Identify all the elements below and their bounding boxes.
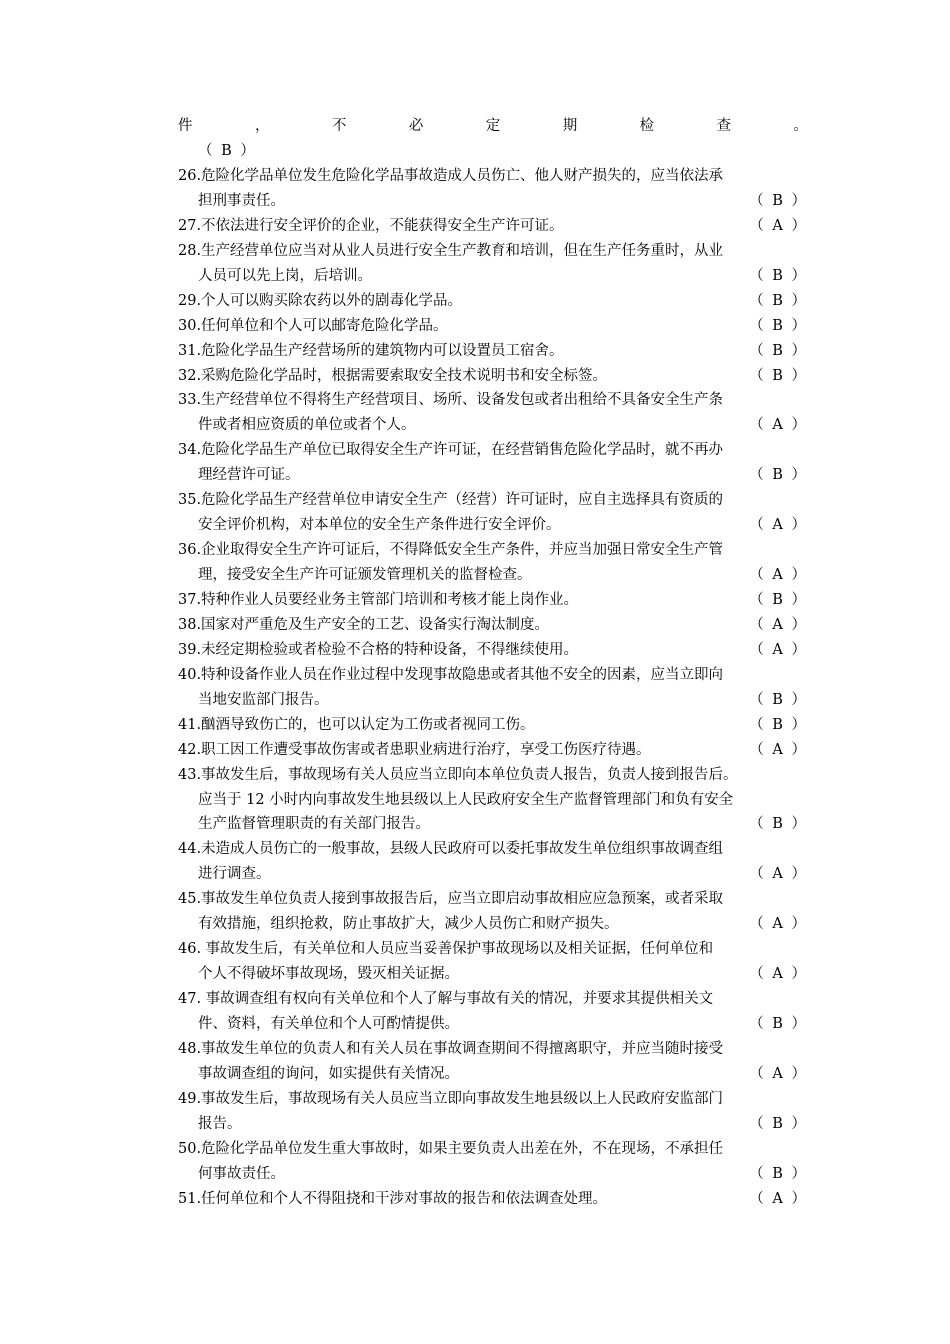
question-text: 43.事故发生后，事故现场有关人员应当立即向本单位负责人报告，负责人接到报告后。 xyxy=(178,766,738,783)
answer-mark: （ B ） xyxy=(749,716,808,733)
question-line xyxy=(178,588,808,613)
question-line xyxy=(178,738,808,763)
question-line xyxy=(178,314,808,339)
question-text: 28.生产经营单位应当对从业人员进行安全生产教育和培训，但在生产任务重时，从业 xyxy=(178,242,724,259)
question-continuation-line xyxy=(198,962,808,987)
question-line xyxy=(178,837,808,862)
question-text: 31.危险化学品生产经营场所的建筑物内可以设置员工宿舍。 xyxy=(178,342,564,359)
question-text: 37.特种作业人员要经业务主管部门培训和考核才能上岗作业。 xyxy=(178,591,579,608)
question-line xyxy=(178,663,808,688)
question-line xyxy=(178,488,808,513)
question-text: 担刑事责任。 xyxy=(198,192,285,209)
question-continuation-line xyxy=(198,264,808,289)
question-line xyxy=(178,388,808,413)
answer-mark: （ B ） xyxy=(749,192,808,209)
question-text: 何事故责任。 xyxy=(198,1165,285,1182)
answer-mark: （ A ） xyxy=(749,517,808,534)
question-continuation-line xyxy=(198,1062,808,1087)
question-text: 26.危险化学品单位发生危险化学品事故造成人员伤亡、他人财产损失的，应当依法承 xyxy=(178,168,724,184)
question-text: 有效措施，组织抢救，防止事故扩大，减少人员伤亡和财产损失。 xyxy=(198,916,619,933)
question-text: 件、资料，有关单位和个人可酌情提供。 xyxy=(198,1015,459,1032)
question-continuation-line xyxy=(198,563,808,588)
question-text: 51.任何单位和个人不得阻挠和干涉对事故的报告和依法调查处理。 xyxy=(178,1190,608,1207)
carry-char: 必 xyxy=(408,118,424,134)
question-text: 理经营许可证。 xyxy=(198,467,300,484)
question-text: 安全评价机构，对本单位的安全生产条件进行安全评价。 xyxy=(198,517,561,534)
answer-mark: （ B ） xyxy=(749,816,808,833)
answer-mark: （ A ） xyxy=(749,417,808,434)
answer-mark: （ B ） xyxy=(749,467,808,484)
answer-mark: （ A ） xyxy=(749,616,808,633)
answer-mark: （ A ） xyxy=(749,741,808,758)
question-text: 32.采购危险化学品时，根据需要索取安全技术说明书和安全标签。 xyxy=(178,367,608,384)
question-line xyxy=(178,1137,808,1162)
question-line xyxy=(178,339,808,364)
carry-char: ， xyxy=(254,118,270,134)
carry-char: 件 xyxy=(178,118,193,134)
question-text: 38.国家对严重危及生产安全的工艺、设备实行淘汰制度。 xyxy=(178,616,550,633)
question-text: 人员可以先上岗，后培训。 xyxy=(198,267,372,284)
answer-mark: （ B ） xyxy=(749,691,808,708)
question-continuation-line xyxy=(198,463,808,488)
question-line xyxy=(178,713,808,738)
answer-mark: （ A ） xyxy=(749,866,808,883)
question-text: 49.事故发生后，事故现场有关人员应当立即向事故发生地县级以上人民政府安监部门 xyxy=(178,1090,724,1107)
answer-mark: （ A ） xyxy=(749,916,808,933)
answer-mark: （ A ） xyxy=(749,1065,808,1082)
question-text: 33.生产经营单位不得将生产经营项目、场所、设备发包或者出租给不具备安全生产条 xyxy=(178,392,724,409)
question-text: 个人不得破坏事故现场，毁灭相关证据。 xyxy=(198,966,459,983)
question-text: 44.未造成人员伤亡的一般事故，县级人民政府可以委托事故发生单位组织事故调查组 xyxy=(178,841,724,858)
answer-mark: （ A ） xyxy=(749,966,808,983)
answer-mark: （ A ） xyxy=(749,217,808,234)
question-line xyxy=(178,538,808,563)
question-continuation-line xyxy=(198,1162,808,1187)
answer-mark: （ B ） xyxy=(749,317,808,334)
question-text: 40.特种设备作业人员在作业过程中发现事故隐患或者其他不安全的因素，应当立即向 xyxy=(178,666,724,683)
answer-mark: （ B ） xyxy=(198,143,257,159)
carry-char: 。 xyxy=(793,118,808,134)
question-text: 42.职工因工作遭受事故伤害或者患职业病进行治疗，享受工伤医疗待遇。 xyxy=(178,741,651,758)
question-text: 当地安监部门报告。 xyxy=(198,691,329,708)
question-line xyxy=(178,1037,808,1062)
carry-over-answer-line xyxy=(198,139,808,164)
question-text: 29.个人可以购买除农药以外的剧毒化学品。 xyxy=(178,292,463,309)
carry-char: 查 xyxy=(716,118,732,134)
question-continuation-line xyxy=(198,688,808,713)
question-continuation-line xyxy=(198,912,808,937)
question-line xyxy=(178,1187,808,1212)
question-text: 进行调查。 xyxy=(198,866,271,883)
carry-char: 定 xyxy=(485,118,501,134)
question-text: 应当于 12 小时内向事故发生地县级以上人民政府安全生产监督管理部门和负有安全 xyxy=(198,791,734,808)
question-text: 46. 事故发生后，有关单位和人员应当妥善保护事故现场以及相关证据，任何单位和 xyxy=(178,941,714,958)
question-text: 35.危险化学品生产经营单位申请安全生产（经营）许可证时，应自主选择具有资质的 xyxy=(178,492,724,509)
question-text: 47. 事故调查组有权向有关单位和个人了解与事故有关的情况，并要求其提供相关文 xyxy=(178,991,714,1008)
answer-mark: （ B ） xyxy=(749,292,808,309)
question-continuation-line xyxy=(198,189,808,214)
question-line xyxy=(178,1087,808,1112)
question-continuation-line xyxy=(198,1112,808,1137)
question-continuation-line xyxy=(198,413,808,438)
question-line xyxy=(178,438,808,463)
carry-char: 不 xyxy=(331,118,347,134)
question-line xyxy=(178,239,808,264)
question-continuation-line xyxy=(198,513,808,538)
carry-char: 期 xyxy=(562,118,578,134)
question-text: 50.危险化学品单位发生重大事故时，如果主要负责人出差在外，不在现场，不承担任 xyxy=(178,1140,724,1157)
question-text: 件或者相应资质的单位或者个人。 xyxy=(198,417,416,434)
question-text: 理，接受安全生产许可证颁发管理机关的监督检查。 xyxy=(198,567,532,584)
answer-mark: （ B ） xyxy=(749,342,808,359)
question-line xyxy=(178,164,808,189)
question-line xyxy=(178,987,808,1012)
answer-mark: （ B ） xyxy=(749,1115,808,1132)
question-line xyxy=(178,364,808,389)
question-text: 报告。 xyxy=(198,1115,242,1132)
question-continuation-line xyxy=(198,812,808,837)
question-text: 41.酗酒导致伤亡的，也可以认定为工伤或者视同工伤。 xyxy=(178,716,535,733)
question-text: 34.危险化学品生产单位已取得安全生产许可证，在经营销售危险化学品时，就不再办 xyxy=(178,442,724,459)
question-text: 45.事故发生单位负责人接到事故报告后，应当立即启动事故相应应急预案，或者采取 xyxy=(178,891,724,908)
answer-mark: （ B ） xyxy=(749,1165,808,1182)
question-text: 事故调查组的询问，如实提供有关情况。 xyxy=(198,1065,459,1082)
question-text: 生产监督管理职责的有关部门报告。 xyxy=(198,816,430,833)
question-continuation-line xyxy=(198,862,808,887)
question-text: 39.未经定期检验或者检验不合格的特种设备，不得继续使用。 xyxy=(178,641,579,658)
answer-mark: （ A ） xyxy=(749,567,808,584)
question-continuation-line xyxy=(198,1012,808,1037)
question-line xyxy=(178,887,808,912)
answer-mark: （ B ） xyxy=(749,1015,808,1032)
question-line xyxy=(178,638,808,663)
answer-mark: （ B ） xyxy=(749,591,808,608)
question-line xyxy=(178,613,808,638)
question-line xyxy=(178,289,808,314)
carry-char: 检 xyxy=(639,118,655,134)
question-text: 30.任何单位和个人可以邮寄危险化学品。 xyxy=(178,317,448,334)
carry-over-line xyxy=(178,114,808,139)
question-text: 36.企业取得安全生产许可证后，不得降低安全生产条件，并应当加强日常安全生产管 xyxy=(178,542,724,559)
answer-mark: （ A ） xyxy=(749,1190,808,1207)
question-line xyxy=(178,937,808,962)
answer-mark: （ B ） xyxy=(749,367,808,384)
answer-mark: （ B ） xyxy=(749,267,808,284)
question-line xyxy=(178,214,808,239)
question-text: 48.事故发生单位的负责人和有关人员在事故调查期间不得擅离职守，并应当随时接受 xyxy=(178,1040,724,1057)
question-text: 27.不依法进行安全评价的企业，不能获得安全生产许可证。 xyxy=(178,217,564,234)
question-continuation-line xyxy=(198,788,808,813)
question-line xyxy=(178,763,808,788)
answer-mark: （ A ） xyxy=(749,641,808,658)
